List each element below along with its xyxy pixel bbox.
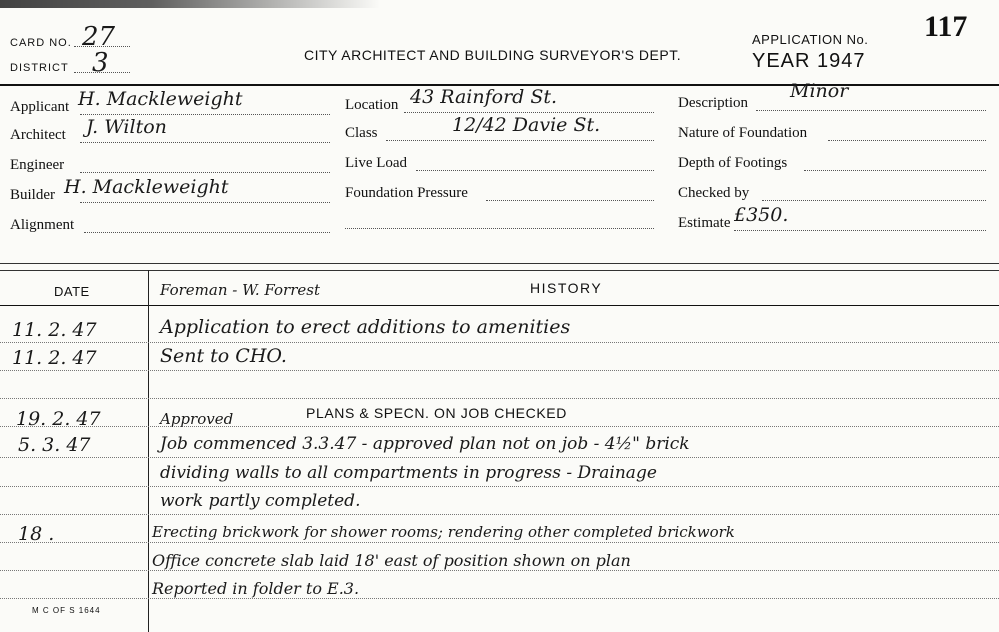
- date-header: DATE: [54, 284, 90, 299]
- estimate-label: Estimate: [678, 215, 731, 231]
- nature-label: Nature of Foundation: [678, 125, 808, 141]
- builder-value: H. Mackleweight: [64, 176, 229, 198]
- card-no-label: CARD NO.: [10, 37, 72, 49]
- class-value: 12/42 Davie St.: [452, 114, 601, 136]
- history-date: 18 .: [18, 523, 55, 545]
- history-date: 19. 2. 47: [16, 408, 101, 430]
- applicant-value: H. Mackleweight: [78, 88, 243, 110]
- history-date: 11. 2. 47: [12, 319, 97, 341]
- location-label: Location: [345, 97, 399, 113]
- history-date: 5. 3. 47: [18, 434, 91, 456]
- district-label: DISTRICT: [10, 62, 69, 74]
- stamp-plans-checked: PLANS & SPECN. ON JOB CHECKED: [306, 405, 567, 421]
- builder-label: Builder: [10, 187, 55, 203]
- description-value: Minor: [790, 80, 849, 102]
- year-label: YEAR 1947: [752, 50, 866, 72]
- history-date: 11. 2. 47: [12, 347, 97, 369]
- form-code: M C OF S 1644: [32, 606, 101, 615]
- history-entry: Reported in folder to E.3.: [152, 579, 360, 598]
- description-label: Description: [678, 95, 748, 111]
- card-no-value: 27: [82, 22, 116, 52]
- class-label: Class: [345, 125, 378, 141]
- history-entry: Job commenced 3.3.47 - approved plan not on job - 4½" brick: [160, 434, 690, 454]
- live-load-label: Live Load: [345, 155, 408, 171]
- foreman-note: Foreman - W. Forrest: [160, 281, 320, 299]
- date-column-divider: [148, 270, 149, 632]
- location-value: 43 Rainford St.: [410, 86, 558, 108]
- dept-title: CITY ARCHITECT AND BUILDING SURVEYOR'S DEPT.: [304, 47, 682, 63]
- estimate-value: £350.: [734, 204, 789, 226]
- foundation-pressure-label: Foundation Pressure: [345, 185, 468, 201]
- history-entry: work partly completed.: [160, 491, 361, 511]
- architect-value: J. Wilton: [86, 116, 167, 138]
- history-header: HISTORY: [530, 280, 603, 296]
- history-entry: Application to erect additions to amenities: [160, 316, 571, 338]
- application-no: 117: [924, 10, 968, 43]
- history-entry: Office concrete slab laid 18' east of position shown on plan: [152, 551, 631, 570]
- alignment-label: Alignment: [10, 217, 75, 233]
- scan-edge: [0, 0, 380, 8]
- architect-label: Architect: [10, 127, 66, 143]
- history-entry: Erecting brickwork for shower rooms; rendering other completed brickwork: [152, 523, 735, 541]
- history-entry: Approved: [160, 410, 234, 428]
- engineer-label: Engineer: [10, 157, 65, 173]
- application-label: APPLICATION No.: [752, 32, 869, 47]
- district-value: 3: [92, 48, 109, 78]
- history-entry: dividing walls to all compartments in progress - Drainage: [160, 463, 657, 483]
- depth-label: Depth of Footings: [678, 155, 788, 171]
- history-entry: Sent to CHO.: [160, 345, 287, 367]
- applicant-label: Applicant: [10, 99, 70, 115]
- checked-label: Checked by: [678, 185, 750, 201]
